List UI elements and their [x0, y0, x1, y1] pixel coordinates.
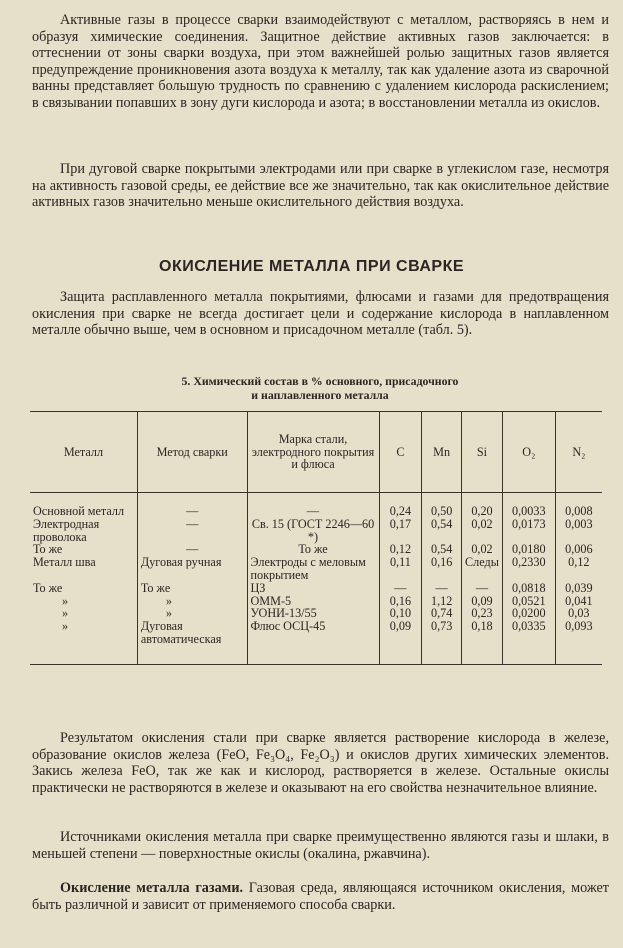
cell-n2: 0,039 — [555, 582, 602, 595]
paragraph-arc-welding: При дуговой сварке покрытыми электродами или при сварке в углекислом газе, несмотря на активность газовой среды, ее действие все же значительно, так как окислительное действие активных газов значительно меньше окислительного действия воздуха. — [32, 161, 609, 211]
cell-method: Дуговая ручная — [137, 556, 247, 582]
cell-c: 0,09 — [379, 620, 422, 664]
cell-mn: — — [422, 582, 462, 595]
cell-o2: 0,0200 — [502, 607, 555, 620]
cell-brand: Св. 15 (ГОСТ 2246—60 *) — [247, 518, 379, 544]
header-si: Si — [462, 412, 503, 493]
cell-method: — — [137, 543, 247, 556]
cell-c: 0,10 — [379, 607, 422, 620]
table-row — [30, 582, 602, 595]
paragraph-gas-oxidation-text: Газовая среда, являющаяся источником окисления, может быть различной и зависит от применяемого способа сварки. — [32, 880, 609, 913]
cell-o2: 0,0033 — [502, 493, 555, 518]
cell-brand: То же — [247, 543, 379, 556]
cell-method: — — [137, 518, 247, 544]
paragraph-oxidation-sources: Источниками окисления металла при сварке преимущественно являются газы и шлаки, в меньшей степени — поверхностные окислы (окалина, ржавчина). — [32, 829, 609, 862]
cell-mn: 1,12 — [422, 595, 462, 608]
cell-n2: 0,008 — [555, 493, 602, 518]
cell-brand: ЦЗ — [247, 582, 379, 595]
table-header-row — [30, 412, 602, 493]
cell-o2: 0,0180 — [502, 543, 555, 556]
cell-method: Дуговая автоматическая — [137, 620, 247, 664]
cell-mn: 0,16 — [422, 556, 462, 582]
cell-si: — — [462, 582, 503, 595]
paragraph-intro: Защита расплавленного металла покрытиями, флюсами и газами для предотвращения окисления при сварке не всегда достигает цели и содержание кислорода в наплавленном металле обычно выше, чем в основном и присадочном металле (табл. 5). — [32, 289, 609, 339]
cell-si: 0,23 — [462, 607, 503, 620]
cell-mn: 0,54 — [422, 543, 462, 556]
cell-si: 0,02 — [462, 543, 503, 556]
cell-mn: 0,54 — [422, 518, 462, 544]
cell-brand: УОНИ-13/55 — [247, 607, 379, 620]
table-caption — [60, 374, 580, 402]
cell-o2: 0,2330 — [502, 556, 555, 582]
cell-method: — — [137, 493, 247, 518]
paragraph-gas-oxidation — [32, 880, 609, 913]
cell-si: 0,02 — [462, 518, 503, 544]
cell-brand: — — [247, 493, 379, 518]
cell-o2: 0,0818 — [502, 582, 555, 595]
table-caption-line1: 5. Химический состав в % основного, присадочного — [181, 374, 459, 388]
cell-metal: Металл шва — [33, 555, 96, 570]
cell-mn: 0,74 — [422, 607, 462, 620]
cell-metal: То же — [33, 580, 63, 595]
table-row — [30, 556, 602, 582]
cell-n2: 0,003 — [555, 518, 602, 544]
table-row — [30, 518, 602, 544]
cell-brand: Электроды с меловым покрытием — [247, 556, 379, 582]
cell-metal: » — [62, 619, 69, 634]
cell-mn: 0,50 — [422, 493, 462, 518]
cell-metal: Основной металл — [33, 504, 125, 518]
cell-method: » — [137, 595, 247, 608]
cell-n2: 0,12 — [555, 556, 602, 582]
cell-method: » — [137, 607, 247, 620]
section-heading: ОКИСЛЕНИЕ МЕТАЛЛА ПРИ СВАРКЕ — [159, 258, 464, 275]
cell-metal: » — [62, 593, 69, 608]
cell-c: 0,16 — [379, 595, 422, 608]
header-n2: N₂ — [555, 412, 602, 493]
cell-c: 0,11 — [379, 556, 422, 582]
cell-o2: 0,0173 — [502, 518, 555, 544]
header-method: Метод сварки — [137, 412, 247, 493]
cell-c: 0,24 — [379, 493, 422, 518]
paragraph-oxidation-result: Результатом окисления стали при сварке является растворение кислорода в железе, образование окислов железа (FeO, Fe₃O₄, Fe₂O₃) и окислов других химических элементов. Закись железа FeO, так же как и кислород, растворяется в железе. Остальные окислы практически не растворяются в железе и оказывают на его свойства незначительное влияние. — [32, 730, 609, 796]
cell-o2: 0,0335 — [502, 620, 555, 664]
cell-n2: 0,041 — [555, 595, 602, 608]
cell-si: 0,18 — [462, 620, 503, 664]
cell-si: Следы — [462, 556, 503, 582]
cell-method: То же — [137, 582, 247, 595]
table-row — [30, 493, 602, 518]
composition-table — [30, 411, 602, 665]
header-c: C — [379, 412, 422, 493]
header-o2: O₂ — [502, 412, 555, 493]
paragraph-active-gases: Активные газы в процессе сварки взаимодействуют с металлом, растворяясь в нем и образуя химические соединения. Защитное действие активных газов заключается: в оттеснении от зоны сварки воздуха, при этом важнейшей ролью защитных газов является предупреждение проникновения азота воздуха к металлу, так как удаление азота из сварочной ванны представляет большую трудность по сравнению с удалением кислорода раскислением; в связывании попавших в зону дуги кислорода и азота; в восстановлении металла из окислов. — [32, 12, 609, 111]
cell-n2: 0,006 — [555, 543, 602, 556]
cell-si: 0,20 — [462, 493, 503, 518]
header-brand: Марка стали, электродного покрытия и флюса — [247, 412, 379, 493]
cell-c: 0,12 — [379, 543, 422, 556]
header-mn: Mn — [422, 412, 462, 493]
cell-metal: То же — [33, 542, 63, 557]
header-metal: Металл — [30, 412, 137, 493]
cell-si: 0,09 — [462, 595, 503, 608]
table-row — [30, 620, 602, 664]
table-caption-line2: и наплавленного металла — [251, 388, 389, 402]
cell-brand: ОММ-5 — [247, 595, 379, 608]
cell-metal: Электродная проволока — [33, 516, 100, 544]
cell-metal: » — [62, 606, 69, 621]
cell-c: 0,17 — [379, 518, 422, 544]
cell-mn: 0,73 — [422, 620, 462, 664]
cell-n2: 0,093 — [555, 620, 602, 664]
cell-n2: 0,03 — [555, 607, 602, 620]
run-in-heading: Окисление металла газами. — [60, 880, 244, 896]
cell-brand: Флюс ОСЦ-45 — [247, 620, 379, 664]
cell-o2: 0,0521 — [502, 595, 555, 608]
cell-c: — — [379, 582, 422, 595]
